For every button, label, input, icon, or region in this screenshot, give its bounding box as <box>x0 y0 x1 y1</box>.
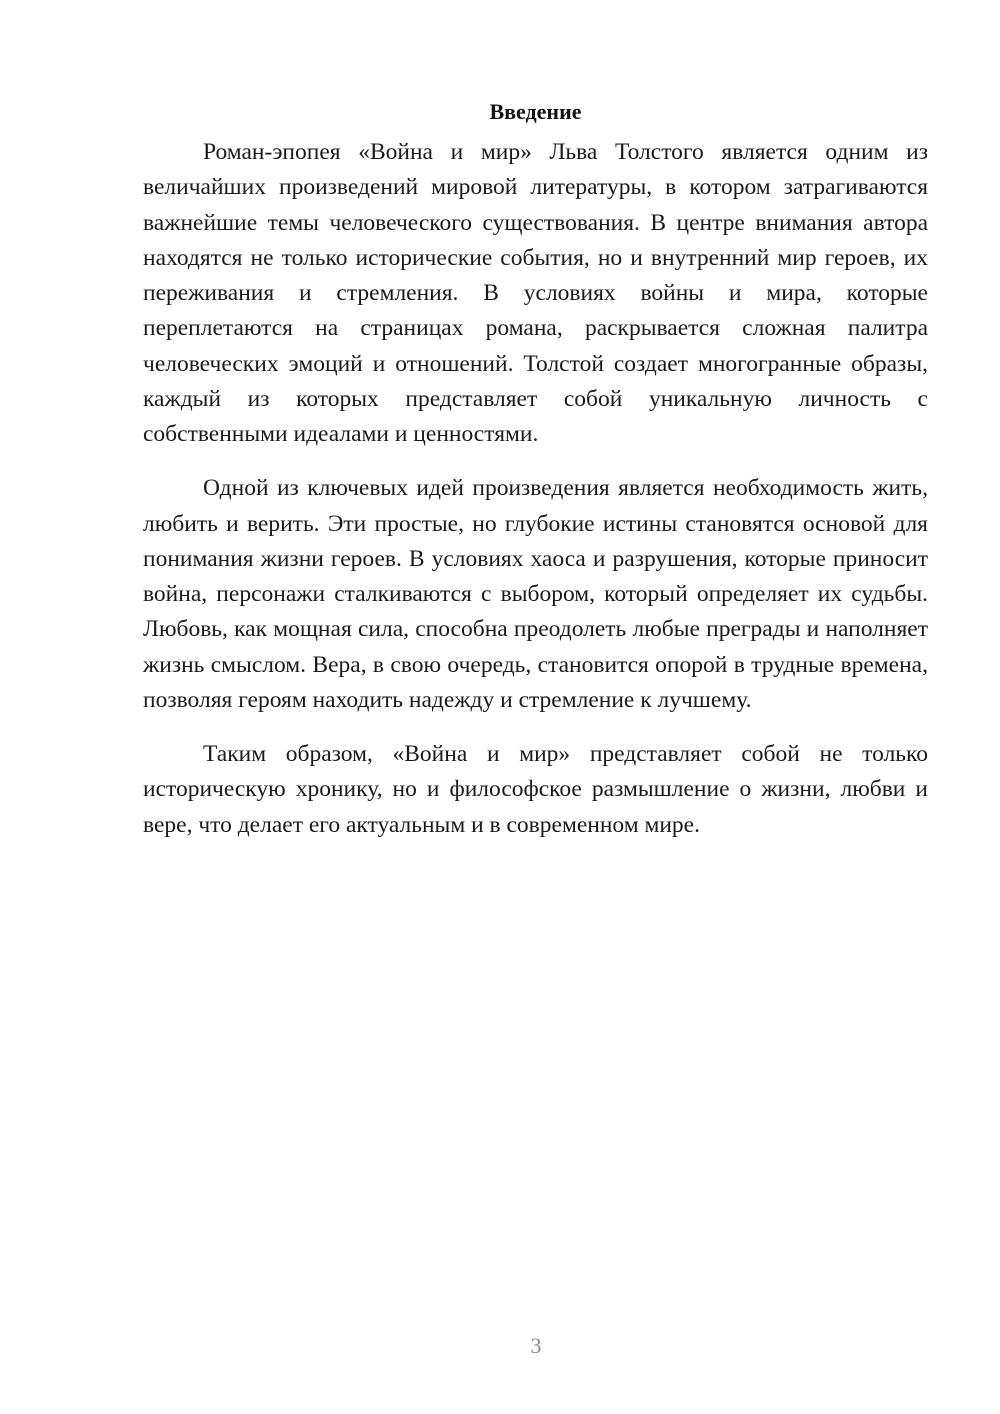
section-title: Введение <box>489 99 582 124</box>
paragraph-intro: Роман-эпопея «Война и мир» Льва Толстого является одним из величайших произведений мировой литературы, в котором затрагиваются важнейшие темы человеческого существования. В центре внимания автора находятся не только исторические события, но и внутренний мир героев, их переживания и стремления. В условиях войны и мира, которые переплетаются на страницах романа, раскрывается сложная палитра человеческих эмоций и отношений. Толстой создает многогранные образы, каждый из которых представляет собой уникальную личность с собственными идеалами и ценностями. <box>143 139 928 447</box>
paragraph-key-ideas: Одной из ключевых идей произведения является необходимость жить, любить и верить. Эти простые, но глубокие истины становятся основой для понимания жизни героев. В условиях хаоса и разрушения, которые приносит война, персонажи сталкиваются с выбором, который определяет их судьбы. Любовь, как мощная сила, способна преодолеть любые преграды и наполняет жизнь смыслом. Вера, в свою очередь, становится опорой в трудные времена, позволяя героям находить надежду и стремление к лучшему. <box>143 475 928 713</box>
paragraph-conclusion: Таким образом, «Война и мир» представляет собой не только историческую хронику, но и философское размышление о жизни, любви и вере, что делает его актуальным и в современном мире. <box>143 741 928 838</box>
page-content <box>143 94 928 843</box>
page-number: 3 <box>530 1333 542 1358</box>
